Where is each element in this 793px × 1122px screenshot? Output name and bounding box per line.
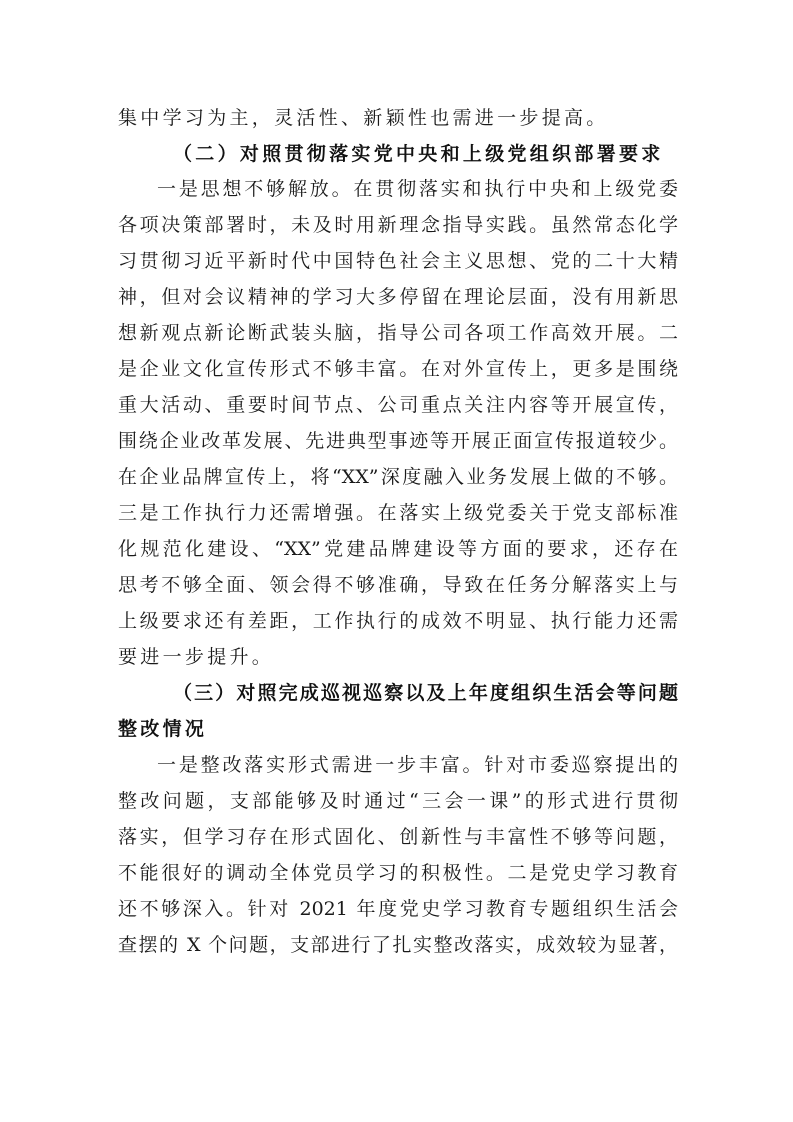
paragraph-line: 一是整改落实形式需进一步丰富。针对市委巡察提出的 xyxy=(157,754,678,776)
paragraph-line: 不能很好的调动全体党员学习的积极性。二是党史学习教育 xyxy=(118,862,678,884)
paragraph-line: 查摆的 X 个问题，支部进行了扎实整改落实，成效较为显著， xyxy=(118,934,678,956)
paragraph-line: 习贯彻习近平新时代中国特色社会主义思想、党的二十大精 xyxy=(118,250,678,272)
paragraph-line: 想新观点新论断武装头脑，指导公司各项工作高效开展。二 xyxy=(118,322,678,344)
paragraph-line: 是企业文化宣传形式不够丰富。在对外宣传上，更多是围绕 xyxy=(118,358,678,380)
paragraph-line: 化规范化建设、“XX”党建品牌建设等方面的要求，还存在 xyxy=(118,538,678,560)
paragraph-line: 要进一步提升。 xyxy=(118,646,275,668)
paragraph-line: 集中学习为主，灵活性、新颖性也需进一步提高。 xyxy=(118,107,609,129)
paragraph-line: 落实，但学习存在形式固化、创新性与丰富性不够等问题， xyxy=(118,826,678,848)
paragraph-line: 各项决策部署时，未及时用新理念指导实践。虽然常态化学 xyxy=(118,214,678,236)
paragraph-line: 思考不够全面、领会得不够准确，导致在任务分解落实上与 xyxy=(118,574,678,596)
paragraph-line: 一是思想不够解放。在贯彻落实和执行中央和上级党委 xyxy=(157,178,678,200)
section-heading-3: （三）对照完成巡视巡察以及上年度组织生活会等问题 xyxy=(173,682,678,704)
paragraph-line: 整改问题，支部能够及时通过“三会一课”的形式进行贯彻 xyxy=(118,790,678,812)
paragraph-line: 还不够深入。针对 2021 年度党史学习教育专题组织生活会 xyxy=(118,898,678,920)
paragraph-line: 神，但对会议精神的学习大多停留在理论层面，没有用新思 xyxy=(118,286,678,308)
section-heading-3-cont: 整改情况 xyxy=(118,718,208,740)
paragraph-line: 围绕企业改革发展、先进典型事迹等开展正面宣传报道较少。 xyxy=(118,430,678,452)
paragraph-line: 重大活动、重要时间节点、公司重点关注内容等开展宣传， xyxy=(118,394,678,416)
paragraph-line: 在企业品牌宣传上，将“XX”深度融入业务发展上做的不够。 xyxy=(118,466,678,488)
paragraph-line: 三是工作执行力还需增强。在落实上级党委关于党支部标准 xyxy=(118,502,678,524)
section-heading-2: （二）对照贯彻落实党中央和上级党组织部署要求 xyxy=(173,143,664,165)
paragraph-line: 上级要求还有差距，工作执行的成效不明显、执行能力还需 xyxy=(118,610,678,632)
